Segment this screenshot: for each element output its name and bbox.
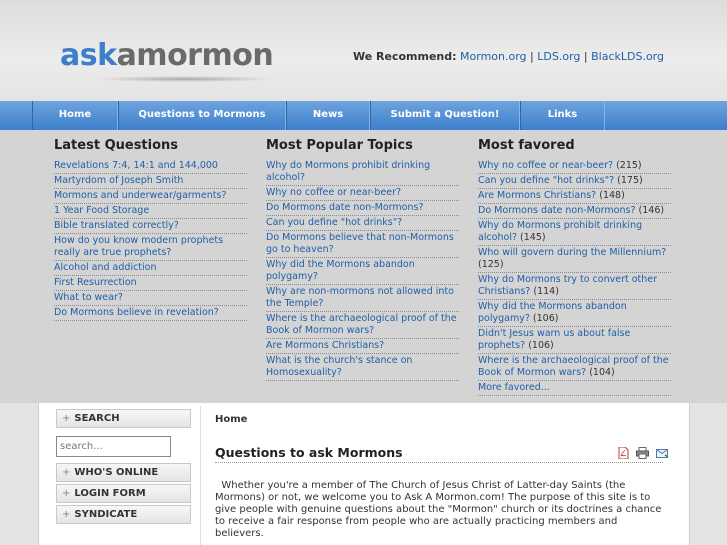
- list-item: [54, 189, 247, 204]
- latest-question-link[interactable]: Revelations 7:4, 14:1 and 144,000: [54, 160, 218, 171]
- popular-topic-link[interactable]: Do Mormons believe that non-Mormons go to heaven?: [266, 232, 454, 255]
- logo-shadow: [95, 76, 275, 82]
- popular-topic-link[interactable]: What is the church's stance on Homosexuality?: [266, 355, 413, 378]
- popular-topics-list: [266, 159, 459, 381]
- list-item: [54, 204, 247, 219]
- popular-topic-link[interactable]: Where is the archaeological proof of the Book of Mormon wars?: [266, 313, 457, 336]
- list-item: [266, 339, 459, 354]
- favored-link[interactable]: Why do Mormons try to convert other Christians?: [478, 274, 658, 297]
- nav-submit-question[interactable]: Submit a Question!: [370, 101, 520, 130]
- list-item: [266, 258, 459, 285]
- article-icons: [618, 447, 673, 462]
- favored-link[interactable]: Why no coffee or near-beer?: [478, 160, 614, 171]
- latest-question-link[interactable]: Alcohol and addiction: [54, 262, 157, 273]
- list-item: [266, 216, 459, 231]
- favored-count: (114): [533, 286, 559, 297]
- latest-questions-heading: Latest Questions: [54, 138, 179, 153]
- list-item: [266, 231, 459, 258]
- list-item: [478, 174, 671, 189]
- favored-count: (106): [532, 313, 559, 324]
- favored-count: (104): [589, 367, 615, 378]
- recommend-link-blacklds-org[interactable]: BlackLDS.org: [591, 50, 664, 63]
- list-item: [266, 186, 459, 201]
- recommend-bar: [353, 50, 664, 63]
- list-item: [54, 261, 247, 276]
- favored-count: (175): [617, 175, 643, 186]
- favored-count: (125): [478, 259, 504, 270]
- list-item: [478, 246, 671, 273]
- syndicate-label: SYNDICATE: [74, 509, 138, 520]
- logo-ask: ask: [60, 38, 117, 73]
- latest-questions-list: [54, 159, 247, 321]
- list-item: [54, 306, 247, 321]
- list-item: [54, 174, 247, 189]
- most-favored-column: [478, 138, 671, 396]
- favored-link[interactable]: Are Mormons Christians?: [478, 190, 597, 201]
- list-item: [478, 381, 671, 396]
- popular-topic-link[interactable]: Do Mormons date non-Mormons?: [266, 202, 424, 213]
- latest-question-link[interactable]: What to wear?: [54, 292, 123, 303]
- main-nav: [0, 101, 727, 130]
- list-item: [54, 234, 247, 261]
- popular-topic-link[interactable]: Can you define "hot drinks"?: [266, 217, 403, 228]
- nav-links[interactable]: Links: [520, 101, 605, 130]
- print-icon[interactable]: [636, 447, 649, 462]
- pdf-icon[interactable]: [618, 447, 629, 462]
- nav-news[interactable]: News: [286, 101, 370, 130]
- page-title: Questions to ask Mormons: [215, 445, 663, 463]
- login-form-module-header[interactable]: [56, 484, 191, 503]
- most-favored-list: [478, 159, 671, 396]
- intro-text: Whether you're a member of The Church of Jesus Christ of Latter-day Saints (the Mormons) or not, we welcome you to Ask A Mormon.com! The purpose of this site is to give people with genuine questions about the "Mormon" church or its doctrines a chance to receive a fair response from people who are actually practicing members and believers.: [215, 480, 662, 539]
- list-item: [478, 273, 671, 300]
- latest-question-link[interactable]: First Resurrection: [54, 277, 137, 288]
- popular-topic-link[interactable]: Why did the Mormons abandon polygamy?: [266, 259, 415, 282]
- list-item: [54, 276, 247, 291]
- favored-link[interactable]: Didn't Jesus warn us about false prophets?: [478, 328, 631, 351]
- latest-question-link[interactable]: How do you know modern prophets really are true prophets?: [54, 235, 224, 258]
- list-item: [266, 354, 459, 381]
- search-module-header[interactable]: [56, 409, 191, 428]
- list-item: [478, 189, 671, 204]
- content-divider: [200, 406, 201, 545]
- latest-questions-column: [54, 138, 247, 321]
- email-icon[interactable]: [656, 447, 669, 462]
- search-input[interactable]: [56, 436, 171, 457]
- list-item: [266, 285, 459, 312]
- recommend-link-lds-org[interactable]: LDS.org: [537, 50, 581, 63]
- expand-icon: +: [62, 509, 71, 520]
- favored-count: (215): [616, 160, 642, 171]
- site-header: [0, 0, 727, 101]
- favored-count: (145): [520, 232, 546, 243]
- favored-link[interactable]: Why did the Mormons abandon polygamy?: [478, 301, 627, 324]
- popular-topic-link[interactable]: Are Mormons Christians?: [266, 340, 385, 351]
- popular-topics-column: [266, 138, 459, 381]
- logo-amormon: amormon: [116, 38, 274, 73]
- latest-question-link[interactable]: Martyrdom of Joseph Smith: [54, 175, 184, 186]
- latest-question-link[interactable]: Do Mormons believe in revelation?: [54, 307, 219, 318]
- favored-count: (146): [638, 205, 665, 216]
- popular-topic-link[interactable]: Why do Mormons prohibit drinking alcohol?: [266, 160, 431, 183]
- latest-question-link[interactable]: Mormons and underwear/garments?: [54, 190, 227, 201]
- whos-online-label: WHO'S ONLINE: [74, 467, 159, 478]
- intro-paragraph: [215, 480, 667, 540]
- list-item: [54, 291, 247, 306]
- nav-questions-to-mormons[interactable]: Questions to Mormons: [118, 101, 286, 130]
- most-favored-heading: Most favored: [478, 138, 575, 153]
- list-item: [266, 312, 459, 339]
- favored-link[interactable]: Who will govern during the Millennium?: [478, 247, 667, 258]
- login-form-label: LOGIN FORM: [74, 488, 146, 499]
- list-item: [478, 159, 671, 174]
- more-favored-link[interactable]: More favored...: [478, 382, 550, 393]
- breadcrumb: Home: [215, 414, 248, 425]
- favored-link[interactable]: Do Mormons date non-Mormons?: [478, 205, 636, 216]
- list-item: [478, 219, 671, 246]
- favored-count: (106): [528, 340, 554, 351]
- expand-icon: +: [62, 467, 71, 478]
- recommend-separator: |: [583, 50, 588, 63]
- list-item: [266, 159, 459, 186]
- list-item: [266, 201, 459, 216]
- list-item: [54, 219, 247, 234]
- syndicate-module-header[interactable]: [56, 505, 191, 524]
- expand-icon: +: [62, 488, 71, 499]
- list-item: [478, 354, 671, 381]
- list-item: [54, 159, 247, 174]
- recommend-separator: |: [530, 50, 534, 63]
- list-item: [478, 300, 671, 327]
- popular-topics-heading: Most Popular Topics: [266, 138, 413, 153]
- popular-topic-link[interactable]: Why are non-mormons not allowed into the Temple?: [266, 286, 454, 309]
- whos-online-module-header[interactable]: [56, 463, 191, 482]
- recommend-label: We Recommend:: [353, 50, 457, 63]
- list-item: [478, 204, 671, 219]
- nav-home[interactable]: Home: [32, 101, 118, 130]
- recommend-link-mormon-org[interactable]: Mormon.org: [460, 50, 527, 63]
- list-item: [478, 327, 671, 354]
- popular-topic-link[interactable]: Why no coffee or near-beer?: [266, 187, 402, 198]
- expand-icon: +: [62, 413, 71, 424]
- search-module-label: SEARCH: [74, 413, 120, 424]
- favored-link[interactable]: Can you define "hot drinks"?: [478, 175, 615, 186]
- latest-question-link[interactable]: 1 Year Food Storage: [54, 205, 150, 216]
- favored-count: (148): [599, 190, 625, 201]
- favored-link[interactable]: Where is the archaeological proof of the Book of Mormon wars?: [478, 355, 669, 378]
- site-logo[interactable]: [60, 38, 273, 74]
- latest-question-link[interactable]: Bible translated correctly?: [54, 220, 179, 231]
- favored-link[interactable]: Why do Mormons prohibit drinking alcohol?: [478, 220, 643, 243]
